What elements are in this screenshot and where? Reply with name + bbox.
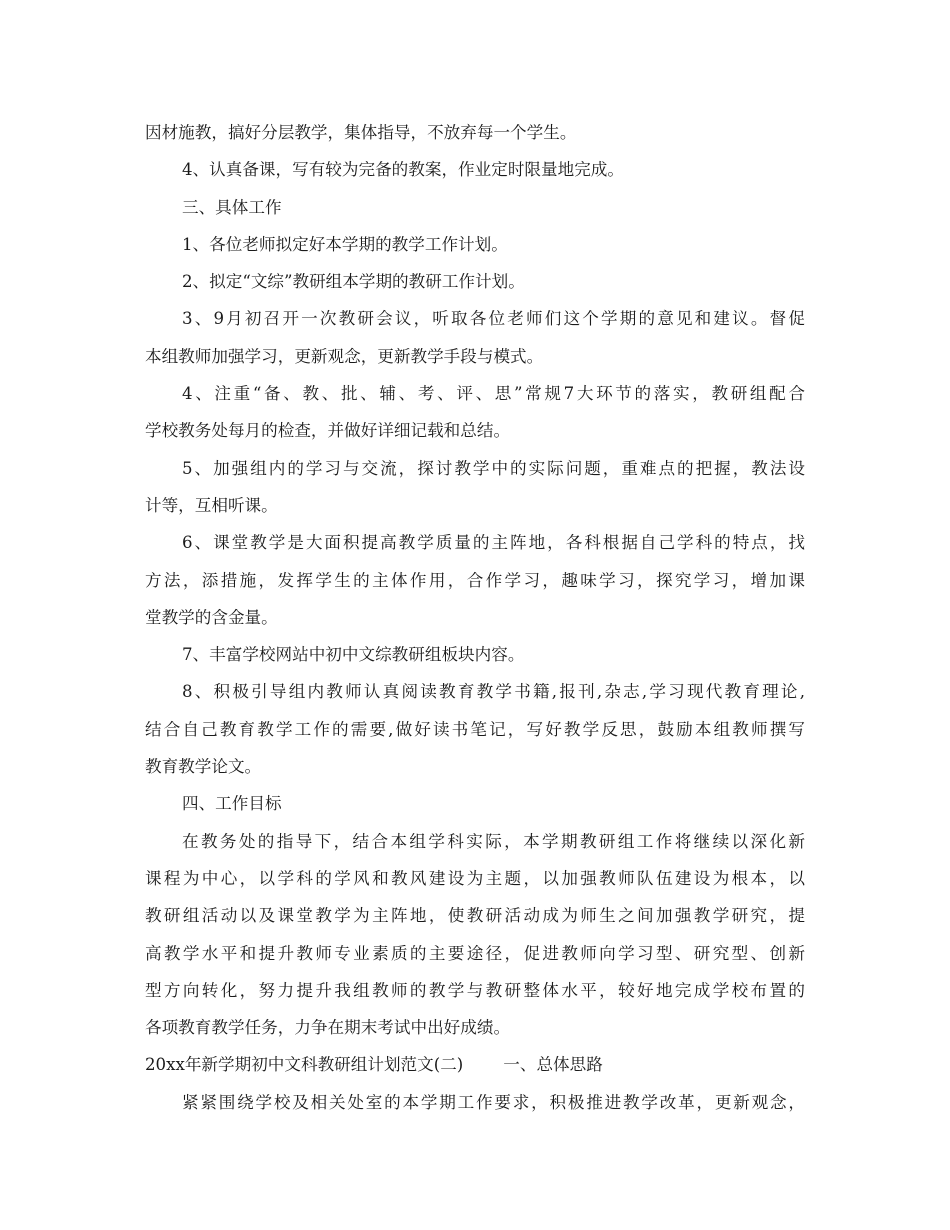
text-line: 因材施教，搞好分层教学，集体指导，不放弃每一个学生。 [145,123,577,142]
text-line: 5、加强组内的学习与交流，探讨教学中的实际问题，重难点的把握，教法设 [182,458,805,478]
document-heading [145,1046,805,1083]
text-line: 4、认真备课，写有较为完备的教案，作业定时限量地完成。 [182,160,624,180]
text-line: 型方向转化，努力提升我组教师的教学与教研整体水平，较好地完成学校布置的 [145,980,805,1000]
section-heading: 一、总体思路 [503,1055,603,1075]
text-line: 方法，添措施，发挥学生的主体作用，合作学习，趣味学习，探究学习，增加课 [145,570,805,590]
text-line: 本组教师加强学习，更新观念，更新教学手段与模式。 [145,346,544,366]
text-line: 8、积极引导组内教师认真阅读教育教学书籍,报刊,杂志,学习现代教育理论, [182,682,805,702]
text-line: 2、拟定“文综”教研组本学期的教研工作计划。 [182,272,525,292]
text-line: 6、课堂教学是大面积提高教学质量的主阵地，各科根据自己学科的特点，找 [182,533,805,553]
text-line: 学校教务处每月的检查，并做好详细记载和总结。 [145,421,511,441]
text-line: 教育教学论文。 [145,757,262,777]
text-line: 7、丰富学校网站中初中文综教研组板块内容。 [182,645,525,665]
text-line: 计等，互相听课。 [145,495,278,515]
text-line: 堂教学的含金量。 [145,607,278,627]
section-heading: 四、工作目标 [182,794,282,814]
document-body [145,114,805,1121]
section-heading: 三、具体工作 [182,197,282,217]
document-title: 20xx年新学期初中文科教研组计划范文(二) [145,1055,464,1075]
text-line: 在教务处的指导下，结合本组学科实际，本学期教研组工作将继续以深化新 [182,831,805,851]
text-line: 1、各位老师拟定好本学期的教学工作计划。 [182,234,508,254]
text-line: 紧紧围绕学校及相关处室的本学期工作要求，积极推进教学改革，更新观念， [182,1092,805,1112]
text-line: 教研组活动以及课堂教学为主阵地，使教研活动成为师生之间加强教学研究，提 [145,906,805,926]
text-line: 4、注重“备、教、批、辅、考、评、思”常规7大环节的落实，教研组配合 [182,384,805,404]
text-line: 结合自己教育教学工作的需要,做好读书笔记，写好教学反思，鼓励本组教师撰写 [145,719,805,739]
text-line: 高教学水平和提升教师专业素质的主要途径，促进教师向学习型、研究型、创新 [145,943,805,963]
text-line: 3、9月初召开一次教研会议，听取各位老师们这个学期的意见和建议。督促 [182,309,805,329]
text-line: 各项教育教学任务，力争在期末考试中出好成绩。 [145,1018,511,1038]
text-line: 课程为中心，以学科的学风和教风建设为主题，以加强教师队伍建设为根本，以 [145,868,805,888]
